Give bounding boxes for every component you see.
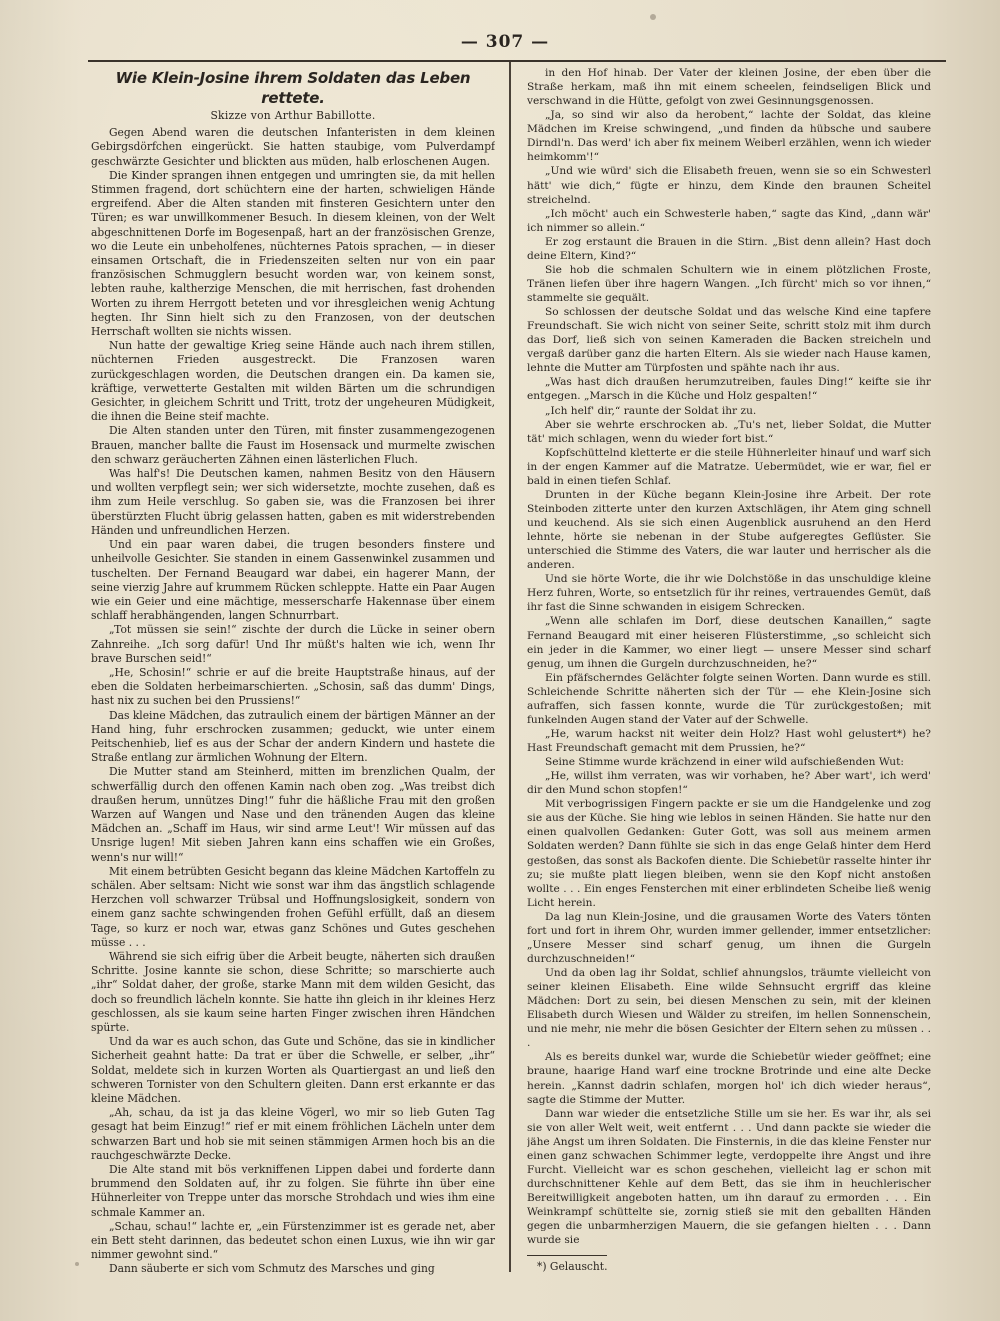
article-paragraph: Während sie sich eifrig über die Arbeit beugte, näherten sich draußen Schritte. Josine kannte sie schon, diese Schritte; so marschierte auch „ihr“ Soldat daher, der große, starke Mann mit dem wilden Gesicht, das doch so freundlich lächeln konnte. Sie hatte ihn gleich in ihr kleines Herz geschlossen, als sie kaum seine harten Finger zwischen ihren Händchen spürte. [91,949,495,1034]
article-paragraph: „Ich helf' dir,“ raunte der Soldat ihr zu. [545,404,757,417]
article-paragraph: Und sie hörte Worte, die ihr wie Dolchstöße in das unschuldige kleine Herz fuhren, Worte, so entsetzlich für ihr reines, vertrauendes Gemüt, daß ihr fast die Sinne schwanden in eisigem Schrecken. [527,573,931,614]
article-paragraph: „He, warum hackst nit weiter dein Holz? Hast wohl gelustert*) he? Hast Freundschaft gemacht mit dem Prussien, he?“ [527,727,931,754]
article-paragraph: Da lag nun Klein-Josine, und die grausamen Worte des Vaters tönten fort und fort in ihrem Ohr, wurden immer gellender, immer entsetzlicher: „Unsere Messer sind scharf genug, um ihnen die Gurgeln durchzuschneiden!“ [527,910,931,965]
article-paragraph: „Was hast dich draußen herumzutreiben, faules Ding!“ keifte sie ihr entgegen. „Marsch in die Küche und Holz gespalten!“ [527,376,931,403]
article-paragraph: Mit einem betrübten Gesicht begann das kleine Mädchen Kartoffeln zu schälen. Aber seltsam: Nicht wie sonst war ihm das ängstlich schlagende Herzchen voll schwarzer Trübsal und Hoffnungslosigkeit, sondern von einem ganz sachte schwingenden frohen Gefühl erfüllt, daß an diesem Tage, so kurz er noch war, etwas ganz Schönes und Gutes geschehen müsse . . . [91,864,495,949]
article-paragraph: Und ein paar waren dabei, die trugen besonders finstere und unheilvolle Gesichter. Sie standen in einem Gassenwinkel zusammen und tuschelten. Der Fernand Beaugard war dabei, ein hagerer Mann, der seine vierzig Jahre auf krummem Rücken schleppte. Hatte ein Paar Augen wie ein Geier und eine mächtige, messerscharfe Hakennase über einem schlaff herabhängenden, langen Schnurrbart. [91,538,495,623]
article-paragraph: Die Alten standen unter den Türen, mit finster zusammengezogenen Brauen, mancher ballte die Faust im Hosensack und murmelte zwischen den schwarz geräucherten Zähnen einen lästerlichen Fluch. [91,424,495,466]
column-divider [509,62,511,1272]
article-paragraph: Gegen Abend waren die deutschen Infanteristen in dem kleinen Gebirgsdörfchen eingerückt. Sie hatten staubige, vom Pulverdampf geschwärzte Gesichter und blickten aus müden, halb erloschenen Augen. [91,126,495,168]
article-title: Wie Klein-Josine ihrem Soldaten das Leben rettete. [115,69,471,107]
article-paragraph: Kopfschüttelnd kletterte er die steile Hühnerleiter hinauf und warf sich in der engen Kammer auf die Matratze. Uebermüdet, wie er war, fiel er bald in einen tiefen Schlaf. [527,446,931,487]
article-paragraph: Seine Stimme wurde krächzend in einer wild aufschießenden Wut: [545,756,904,769]
article-paragraph: Dann war wieder die entsetzliche Stille um sie her. Es war ihr, als sei sie von aller Welt weit, weit entfernt . . . Und dann packte sie wieder die jähe Angst um ihren Soldaten. Die Finsternis, in die das kleine Fenster nur einen ganz schwachen Schimmer legte, verdoppelte ihre Angst und ihre Furcht. Vielleicht war es schon geschehen, vielleicht lag er schon mit durchschnittener Kehle auf dem Bett, das sie ihm in heuchlerischer Bereitwilligkeit angeboten hatten, um ihn darauf zu ermorden . . . Ein Weinkrampf schüttelte sie, zornig stieß sie mit den geballten Händen gegen die unbarmherzigen Mauern, die sie gefangen hielten . . . Dann wurde sie [527,1107,931,1247]
article-paragraph: Ein pfäfscherndes Gelächter folgte seinen Worten. Dann wurde es still. Schleichende Schritte näherten sich der Tür — ehe Klein-Josine sich aufraffen, sich fassen konnte, wurde die Tür zurückgestoßen; mit funkelnden Augen stand der Vater auf der Schwelle. [527,671,931,726]
page-number: — 307 — [460,32,550,52]
article-paragraph: Aber sie wehrte erschrocken ab. „Tu's net, lieber Soldat, die Mutter tät' mich schlagen, wenn du wieder fort bist.“ [527,418,931,445]
article-paragraph: „Ah, schau, da ist ja das kleine Vögerl, wo mir so lieb Guten Tag gesagt hat beim Einzug!“ rief er mit einem fröhlichen Lächeln unter dem schwarzen Bart und hob sie mit seinen stämmigen Armen hoch bis an die rauchgeschwärzte Decke. [91,1106,495,1162]
article-subtitle: Skizze von Arthur Babillotte. [210,109,376,122]
header-rule [88,60,946,62]
article-paragraph: Drunten in der Küche begann Klein-Josine ihre Arbeit. Der rote Steinboden zitterte unter den kurzen Axtschlägen, ihr Atem ging schnell und keuchend. Als sie sich einen Augenblick ausruhend an den Herd lehnte, hörte sie nebenan in der Stube aufgeregtes Geflüster. Sie unterschied die Stimme des Vaters, die war lauter und herrischer als die anderen. [527,488,931,572]
footnote: *) Gelauscht. [537,1260,608,1274]
article-paragraph: Er zog erstaunt die Brauen in die Stirn. „Bist denn allein? Hast doch deine Eltern, Kind?“ [527,235,931,262]
article-paragraph: „Ich möcht' auch ein Schwesterle haben,“ sagte das Kind, „dann wär' ich nimmer so allein.“ [527,207,931,234]
article-paragraph: Mit verbogrissigen Fingern packte er sie um die Handgelenke und zog sie aus der Küche. Sie hing wie leblos in seinen Händen. Sie hatte nur den einen qualvollen Gedanken: Guter Gott, was soll aus meinem armen Soldaten werden? Dann fühlte sie sich in das enge Gelaß hinter dem Herd gestoßen, das sonst als Backofen diente. Die Schiebetür rasselte hinter ihr zu; sie mußte platt liegen bleiben, wenn sie den Kopf nicht anstoßen wollte . . . Ein enges Fensterchen mit einer erblindeten Scheibe ließ wenig Licht herein. [527,798,931,909]
article-paragraph: in den Hof hinab. Der Vater der kleinen Josine, der eben über die Straße herkam, maß ihn mit einem scheelen, feindseligen Blick und verschwand in die Hütte, gefolgt von zwei Gesinnungsgenossen. [527,67,931,108]
article-paragraph: „Ja, so sind wir also da herobent,“ lachte der Soldat, das kleine Mädchen im Kreise schwingend, „und finden da hübsche und saubere Dirndl'n. Das werd' ich aber fix meinem Weiberl erzählen, wenn ich wieder heimkomm'!“ [527,109,931,164]
article-paragraph: Als es bereits dunkel war, wurde die Schiebetür wieder geöffnet; eine braune, haarige Hand warf eine trockne Brotrinde und eine alte Decke herein. „Kannst dadrin schlafen, morgen hol' ich dich wieder heraus“, sagte die Stimme der Mutter. [527,1051,931,1106]
article-paragraph: Was half's! Die Deutschen kamen, nahmen Besitz von den Häusern und wollten verpflegt sein; wer sich widersetzte, mochte zusehen, daß es ihm zum Heile verschlug. So gaben sie, was die Franzosen bei ihrer überstürzten Flucht übrig gelassen hatten, gaben es mit widerstrebenden Händen und unfreundlichen Herzen. [91,467,495,537]
article-paragraph: „Wenn alle schlafen im Dorf, diese deutschen Kanaillen,“ sagte Fernand Beaugard mit einer heiseren Flüsterstimme, „so schleicht sich ein jeder in die Kammer, wo einer liegt — unsere Messer sind scharf genug, um ihnen die Gurgeln durchzuschneiden, he?“ [527,615,931,670]
left-column [91,66,495,1281]
paper-spot [650,14,656,20]
article-paragraph: Die Mutter stand am Steinherd, mitten im brenzlichen Qualm, der schwerfällig durch den offenen Kamin nach oben zog. „Was treibst dich draußen herum, unnützes Ding!“ fuhr die häßliche Frau mit den großen Warzen auf Wangen und Nase und den tränenden Augen das kleine Mädchen an. „Schaff im Haus, wir sind arme Leut'! Wir müssen auf das Unsrige lugen! Mit sieben Jahren kann eins schaffen wie ein Großes, wenn's nur will!“ [91,765,495,864]
right-column [527,66,931,1281]
article-paragraph: Sie hob die schmalen Schultern wie in einem plötzlichen Froste, Tränen liefen über ihre hagern Wangen. „Ich fürcht' mich so vor ihnen,“ stammelte sie gequält. [527,263,931,304]
article-paragraph: „He, willst ihm verraten, was wir vorhaben, he? Aber wart', ich werd' dir den Mund schon stopfen!“ [527,770,931,797]
article-paragraph: „He, Schosin!“ schrie er auf die breite Hauptstraße hinaus, auf der eben die Soldaten herbeimarschierten. „Schosin, saß das dumm' Dings, hast nix zu suchen bei den Prussiens!“ [91,665,495,708]
article-paragraph: Und da oben lag ihr Soldat, schlief ahnungslos, träumte vielleicht von seiner kleinen Elisabeth. Eine wilde Sehnsucht ergriff das kleine Mädchen: Dort zu sein, bei diesen Menschen zu sein, mit der kleinen Elisabeth durch Wiesen und Wälder zu streifen, im hellen Sonnenschein, und nie mehr, nie mehr die bösen Gesichter der Eltern sehen zu müssen . . . [527,967,931,1050]
article-paragraph: Die Kinder sprangen ihnen entgegen und umringten sie, da mit hellen Stimmen fragend, dort schüchtern eine der harten, schwieligen Hände ergreifend. Aber die Alten standen mit finsteren Gesichtern unter den Türen; es war unwillkommener Besuch. In diesem kleinen, von der Welt abgeschnittenen Dorfe im Bogesenpaß, hart an der französischen Grenze, wo die Leute ein unbeholfenes, nüchternes Patois sprachen, — in dieser einsamen Ortschaft, die in Friedenszeiten selten nur von ein paar französischen Schmugglern besucht worden war, von keinem sonst, lebten rauhe, kaltherzige Menschen, die mit herrischen, fast drohenden Worten zu ihrem Herrgott beteten und vor ihresgleichen wenig Achtung hegten. Ihr Sinn hielt sich zu den Franzosen, von der deutschen Herrschaft wollten sie nichts wissen. [91,168,495,339]
article-paragraph: „Tot müssen sie sein!“ zischte der durch die Lücke in seiner obern Zahnreihe. „Ich sorg dafür! Und Ihr müßt's halten wie ich, wenn Ihr brave Burschen seid!“ [91,623,495,665]
article-paragraph: Und da war es auch schon, das Gute und Schöne, das sie in kindlicher Sicherheit geahnt hatte: Da trat er über die Schwelle, er selber, „ihr“ Soldat, meldete sich in kurzen Worten als Quartiergast an und ließ den schweren Tornister von den Schultern gleiten. Dann erst erkannte er das kleine Mädchen. [91,1035,495,1106]
article-paragraph: „Schau, schau!“ lachte er, „ein Fürstenzimmer ist es gerade net, aber ein Bett steht darinnen, das bedeutet schon einen Luxus, wie ihn wir gar nimmer gewohnt sind.“ [91,1219,495,1262]
article-paragraph: „Und wie würd' sich die Elisabeth freuen, wenn sie so ein Schwesterl hätt' wie dich,“ fügte er hinzu, dem Kinde den braunen Scheitel streichelnd. [527,165,931,206]
article-paragraph: Nun hatte der gewaltige Krieg seine Hände auch nach ihrem stillen, nüchternen Frieden ausgestreckt. Die Franzosen waren zurückgeschlagen worden, die Deutschen drangen ein. Da kamen sie, kräftige, verwetterte Gestalten mit wilden Bärten um die schrundigen Gesichter, in gleichem Schritt und Tritt, trotz der ungeheuren Müdigkeit, die ihnen die Beine steif machte. [91,339,495,424]
article-paragraph: So schlossen der deutsche Soldat und das welsche Kind eine tapfere Freundschaft. Sie wich nicht von seiner Seite, schritt stolz mit ihm durch das Dorf, ließ sich von seinen Kameraden die Backen streicheln und vergaß darüber ganz die harten Eltern. Als sie wieder nach Hause kamen, lehnte die Mutter am Türpfosten und spähte nach ihr aus. [527,306,931,375]
footnote-rule [527,1255,607,1256]
paper-spot [75,1262,79,1266]
article-paragraph: Dann säuberte er sich vom Schmutz des Marsches und ging [109,1262,435,1276]
article-paragraph: Die Alte stand mit bös verkniffenen Lippen dabei und forderte dann brummend den Soldaten auf, ihr zu folgen. Sie führte ihn über eine Hühnerleiter von Treppe unter das morsche Strohdach und wies ihm eine schmale Kammer an. [91,1163,495,1219]
article-paragraph: Das kleine Mädchen, das zutraulich einem der bärtigen Männer an der Hand hing, fuhr erschrocken zusammen; geduckt, wie unter einem Peitschenhieb, lief es aus der Schar der andern Kindern und hastete die Straße entlang zur ärmlichen Wohnung der Eltern. [91,708,495,765]
